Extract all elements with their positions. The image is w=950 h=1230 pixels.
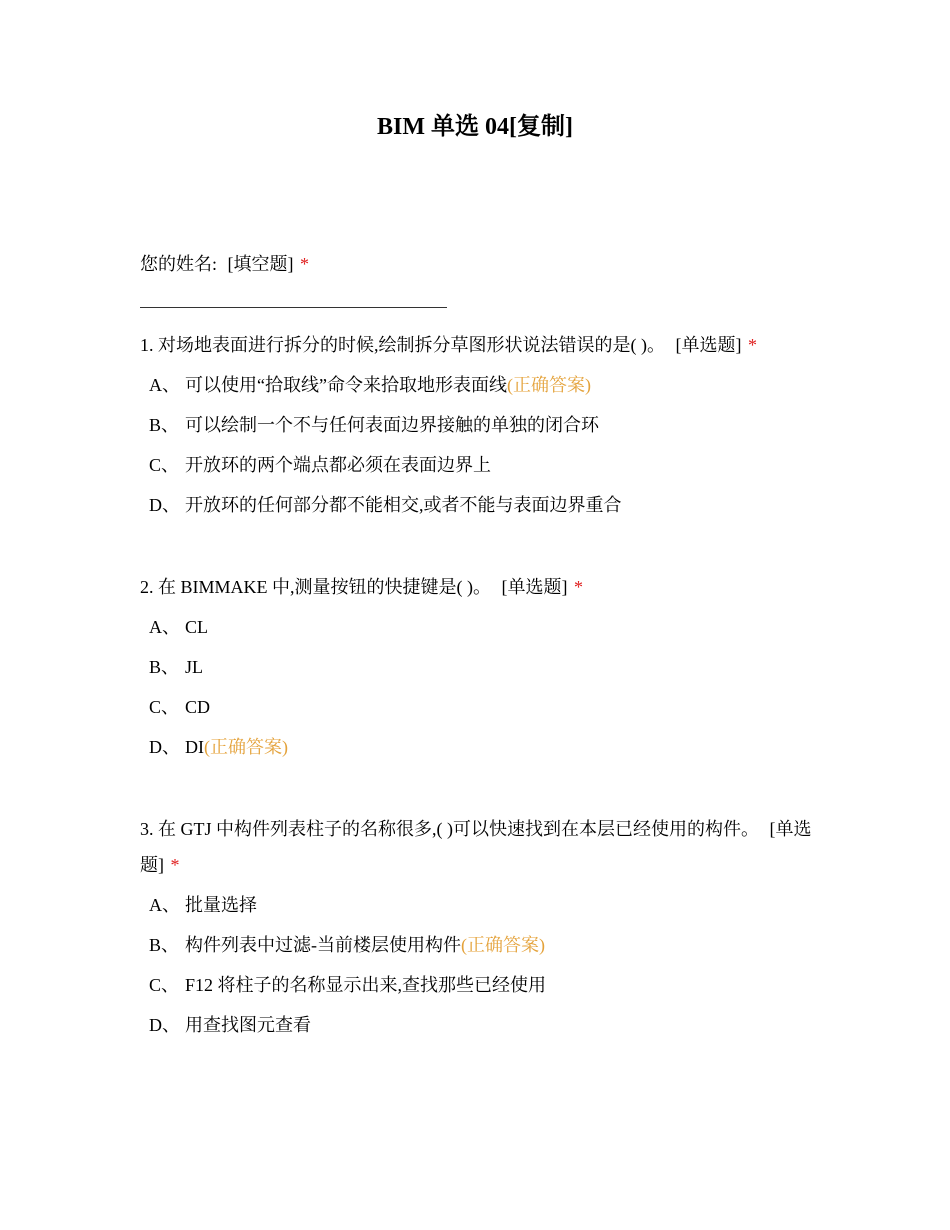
question-1-stem [140, 327, 820, 363]
option-text: DI [185, 737, 204, 757]
survey-title: BIM 单选 04[复制] [377, 114, 573, 140]
question-3-options [140, 893, 820, 1053]
option-d[interactable] [140, 493, 820, 533]
correct-answer-mark: (正确答案) [506, 375, 591, 395]
question-2-stem [140, 569, 820, 605]
option-d[interactable] [140, 1013, 820, 1053]
required-mark: * [574, 577, 583, 597]
option-letter: C、 [149, 975, 180, 995]
option-a[interactable] [140, 615, 820, 655]
option-text: JL [185, 657, 203, 677]
option-c[interactable] [140, 453, 820, 493]
option-letter: A、 [149, 895, 180, 915]
option-letter: D、 [149, 737, 180, 757]
question-1-type: [单选题] [675, 335, 742, 355]
option-d[interactable] [140, 735, 820, 775]
option-letter: C、 [149, 697, 180, 717]
option-letter: A、 [149, 375, 180, 395]
question-3-text: 3. 在 GTJ 中构件列表柱子的名称很多,( )可以快速找到在本层已经使用的构件。 [140, 819, 759, 839]
option-text: 开放环的两个端点都必须在表面边界上 [185, 455, 491, 475]
question-3-stem [140, 811, 820, 883]
option-b[interactable] [140, 413, 820, 453]
question-2 [140, 569, 820, 775]
option-letter: A、 [149, 617, 180, 637]
option-a[interactable] [140, 373, 820, 413]
question-3 [140, 811, 820, 1053]
option-text: 可以绘制一个不与任何表面边界接触的单独的闭合环 [185, 415, 599, 435]
question-2-text: 2. 在 BIMMAKE 中,测量按钮的快捷键是( )。 [140, 577, 491, 597]
option-letter: C、 [149, 455, 180, 475]
option-text: F12 将柱子的名称显示出来,查找那些已经使用 [185, 975, 547, 995]
option-text: CD [185, 697, 211, 717]
question-1-text: 1. 对场地表面进行拆分的时候,绘制拆分草图形状说法错误的是( )。 [140, 335, 665, 355]
option-a[interactable] [140, 893, 820, 933]
option-text: 构件列表中过滤-当前楼层使用构件 [185, 935, 461, 955]
option-letter: D、 [149, 1015, 180, 1035]
option-letter: D、 [149, 495, 180, 515]
option-b[interactable] [140, 933, 820, 973]
option-letter: B、 [149, 935, 180, 955]
question-2-type: [单选题] [501, 577, 568, 597]
option-text: 可以使用“拾取线”命令来拾取地形表面线 [185, 375, 507, 395]
name-question-type: [填空题] [227, 254, 294, 274]
option-text: 批量选择 [185, 895, 257, 915]
option-text: 用查找图元查看 [185, 1015, 311, 1035]
option-c[interactable] [140, 973, 820, 1013]
question-2-options [140, 615, 820, 775]
option-b[interactable] [140, 655, 820, 695]
question-3-type: [单选题] [140, 819, 812, 875]
option-text: CL [185, 617, 209, 637]
option-c[interactable] [140, 695, 820, 735]
required-mark: * [748, 335, 757, 355]
option-text: 开放环的任何部分都不能相交,或者不能与表面边界重合 [185, 495, 622, 515]
question-1-options [140, 373, 820, 533]
correct-answer-mark: (正确答案) [204, 737, 288, 757]
correct-answer-mark: (正确答案) [461, 935, 545, 955]
name-question [140, 246, 820, 282]
question-1 [140, 327, 820, 533]
option-letter: B、 [149, 415, 180, 435]
name-answer-blank[interactable] [140, 307, 447, 308]
required-mark: * [300, 254, 310, 274]
required-mark: * [170, 855, 180, 875]
name-question-label: 您的姓名: [140, 254, 218, 274]
option-letter: B、 [149, 657, 180, 677]
